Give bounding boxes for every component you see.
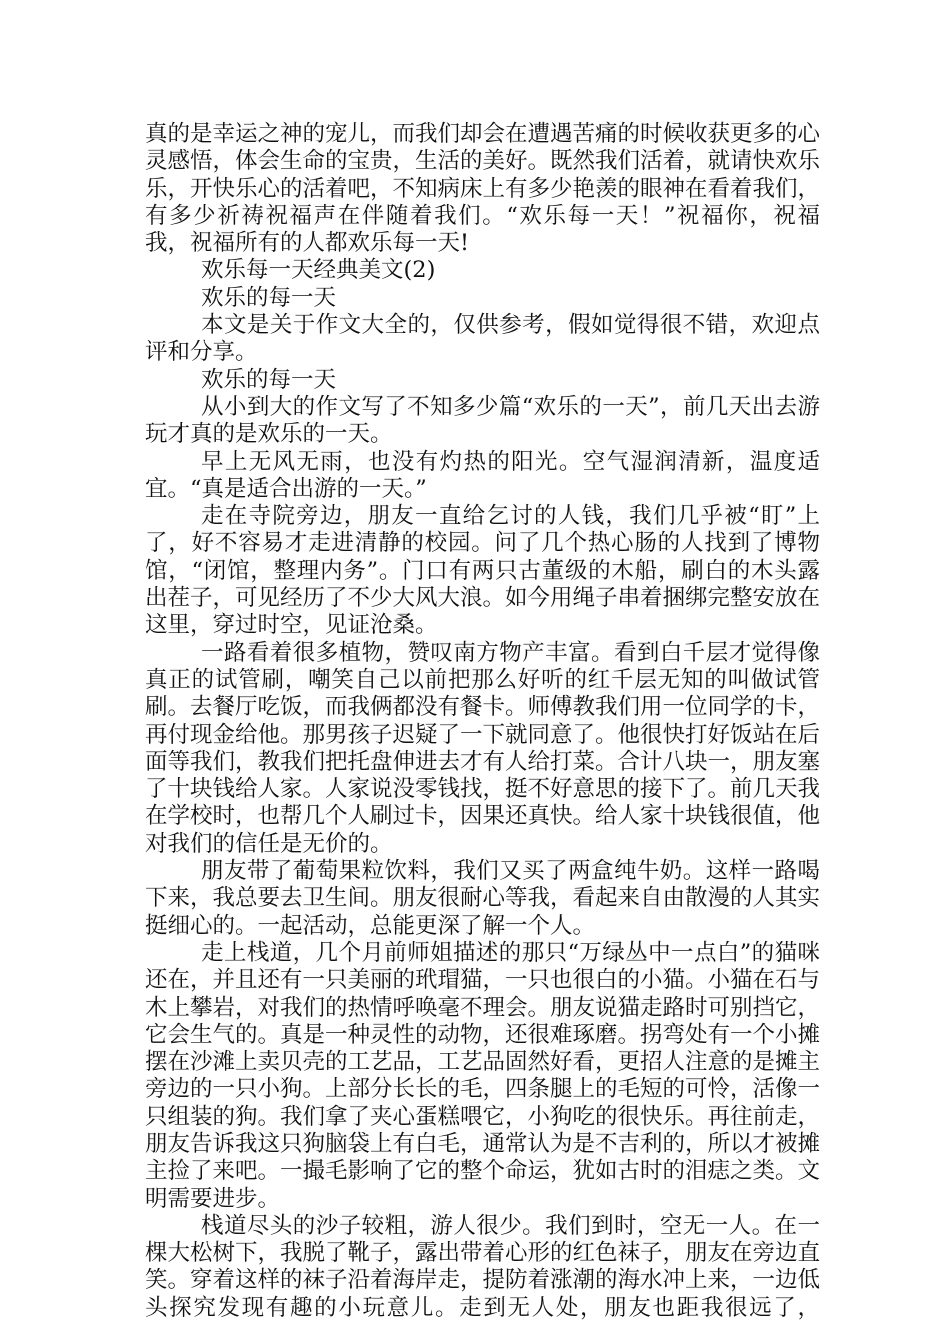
paragraph-11: 走上栈道，几个月前师姐描述的那只“万绿丛中一点白”的猫咪还在，并且还有一只美丽的玳瑁猫，一只也很白的小猫。小猫在石与木上攀岩，对我们的热情呼唤毫不理会。朋友说猫走路时可别挡它，它会生气的。真是一种灵性的动物，还很难琢磨。拐弯处有一个小摊摆在沙滩上卖贝壳的工艺品，工艺品固然好看，更招人注意的是摊主旁边的一只小狗。上部分长长的毛，四条腿上的毛短的可怜，活像一只组装的狗。我们拿了夹心蛋糕喂它，小狗吃的很快乐。再往前走，朋友告诉我这只狗脑袋上有白毛，通常认为是不吉利的，所以才被摊主捡了来吧。一撮毛影响了它的整个命运，犹如古时的泪痣之类。文明需要进步。	[145, 939, 821, 1212]
article-title-line: 欢乐每一天经典美文(2)	[201, 257, 436, 284]
paragraph-12: 栈道尽头的沙子较粗，游人很少。我们到时，空无一人。在一棵大松树下，我脱了靴子，露出带着心形的红色袜子，朋友在旁边直笑。穿着这样的袜子沿着海岸走，提防着涨潮的海水冲上来，一边低头探究发现有趣的小玩意儿。走到无人处，朋友也距我很远了，	[145, 1212, 821, 1321]
paragraph-9: 一路看着很多植物，赞叹南方物产丰富。看到白千层才觉得像真正的试管刷，嘲笑自己以前把那么好听的红千层无知的叫做试管刷。去餐厅吃饭，而我俩都没有餐卡。师傅教我们用一位同学的卡，再付现金给他。那男孩子迟疑了一下就同意了。他很快打好饭站在后面等我们，教我们把托盘伸进去才有人给打菜。合计八块一，朋友塞了十块钱给人家。人家说没零钱找，挺不好意思的接下了。前几天我在学校时，也帮几个人刷过卡，因果还真快。给人家十块钱很值，他对我们的信任是无价的。	[145, 639, 821, 857]
paragraph-7: 早上无风无雨，也没有灼热的阳光。空气湿润清新，温度适宜。“真是适合出游的一天。”	[145, 448, 820, 502]
article-subtitle-line: 欢乐的每一天	[201, 284, 337, 311]
article-heading: 欢乐的每一天	[201, 366, 337, 393]
document-body	[145, 121, 820, 1322]
paragraph-6: 从小到大的作文写了不知多少篇“欢乐的一天”，前几天出去游玩才真的是欢乐的一天。	[145, 393, 820, 448]
paragraph-10: 朋友带了葡萄果粒饮料，我们又买了两盒纯牛奶。这样一路喝下来，我总要去卫生间。朋友很耐心等我，看起来自由散漫的人其实挺细心的。一起活动，总能更深了解一个人。	[145, 858, 821, 939]
paragraph-8: 走在寺院旁边，朋友一直给乞讨的人钱，我们几乎被“盯”上了，好不容易才走进清静的校园。问了几个热心肠的人找到了博物馆，“闭馆，整理内务”。门口有两只古董级的木船，刷白的木头露出茬子，可见经历了不少大风大浪。如今用绳子串着捆绑完整安放在这里，穿过时空，见证沧桑。	[145, 503, 821, 639]
article-note: 本文是关于作文大全的，仅供参考，假如觉得很不错，欢迎点评和分享。	[145, 312, 820, 366]
paragraph-1: 真的是幸运之神的宠儿，而我们却会在遭遇苦痛的时候收获更多的心灵感悟，体会生命的宝贵，生活的美好。既然我们活着，就请快欢乐乐，开快乐心的活着吧，不知病床上有多少艳羡的眼神在看着我们，有多少祈祷祝福声在伴随着我们。“欢乐每一天！”祝福你，祝福我，祝福所有的人都欢乐每一天!	[145, 121, 821, 257]
